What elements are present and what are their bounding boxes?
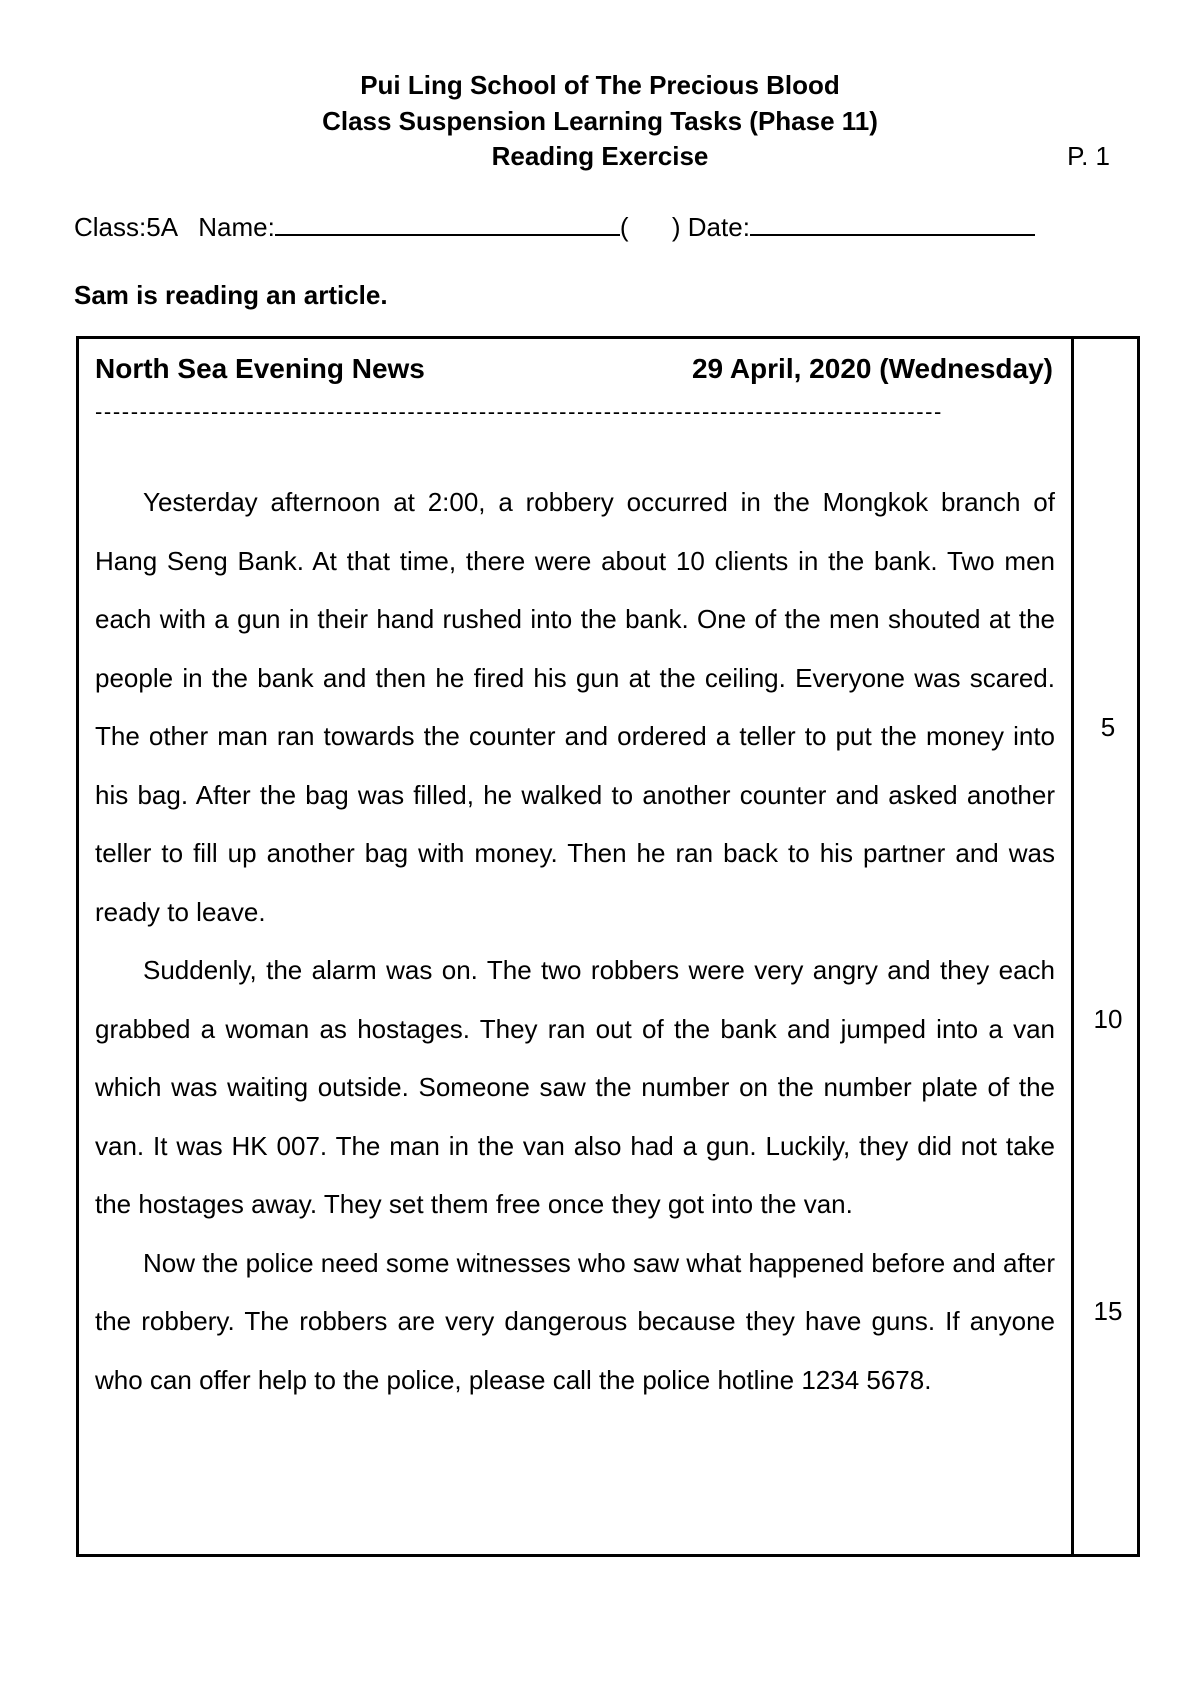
article-box [76,336,1140,1557]
article-body [95,473,1055,1409]
worksheet-title: Class Suspension Learning Tasks (Phase 11) [322,106,878,136]
date-blank[interactable] [750,210,1035,236]
article-paragraph: Now the police need some witnesses who saw what happened before and after the robbery. The robbers are very dangerous because they have guns. If anyone who can offer help to the police, please call the police hotline 1234 5678. [95,1247,1056,1395]
exercise-title: Reading Exercise [491,141,709,171]
line-number-divider [1071,339,1074,1554]
name-label: Name: [198,212,275,242]
newspaper-name: North Sea Evening News [95,353,425,384]
class-number-close: ) [671,212,681,242]
instruction: Sam is reading an article. [74,280,388,310]
class-number-open: ( [619,212,629,242]
school-name: Pui Ling School of The Precious Blood [360,70,840,100]
student-info-line [74,210,1035,243]
dashed-separator: ----------------------------------------------------------------------------------------------- [95,399,943,424]
line-number-15: 15 [1093,1296,1123,1326]
line-number-10: 10 [1093,1004,1123,1034]
article-date: 29 April, 2020 (Wednesday) [691,353,1053,384]
page-number: P. 1 [1067,141,1110,171]
line-number-5: 5 [1100,712,1116,742]
class-label: Class:5A [74,212,177,242]
article-paragraph: Yesterday afternoon at 2:00, a robbery occurred in the Mongkok branch of Hang Seng Bank. At that time, there were about 10 clients in the bank. Two men each with a gun in their hand rushed into the bank. One of the men shouted at the people in the bank and then he fired his gun at the ceiling. Everyone was scared. The other man ran towards the counter and ordered a teller to put the money into his bag. After the bag was filled, he walked to another counter and asked another teller to fill up another bag with money. Then he ran back to his partner and was ready to leave. [95,487,1055,927]
article-paragraph: Suddenly, the alarm was on. The two robbers were very angry and they each grabbed a woman as hostages. They ran out of the bank and jumped into a van which was waiting outside. Someone saw the number on the number plate of the van. It was HK 007. The man in the van also had a gun. Luckily, they did not take the hostages away. They set them free once they got into the van. [95,955,1055,1219]
date-label: Date: [687,212,750,242]
name-blank[interactable] [275,210,620,236]
